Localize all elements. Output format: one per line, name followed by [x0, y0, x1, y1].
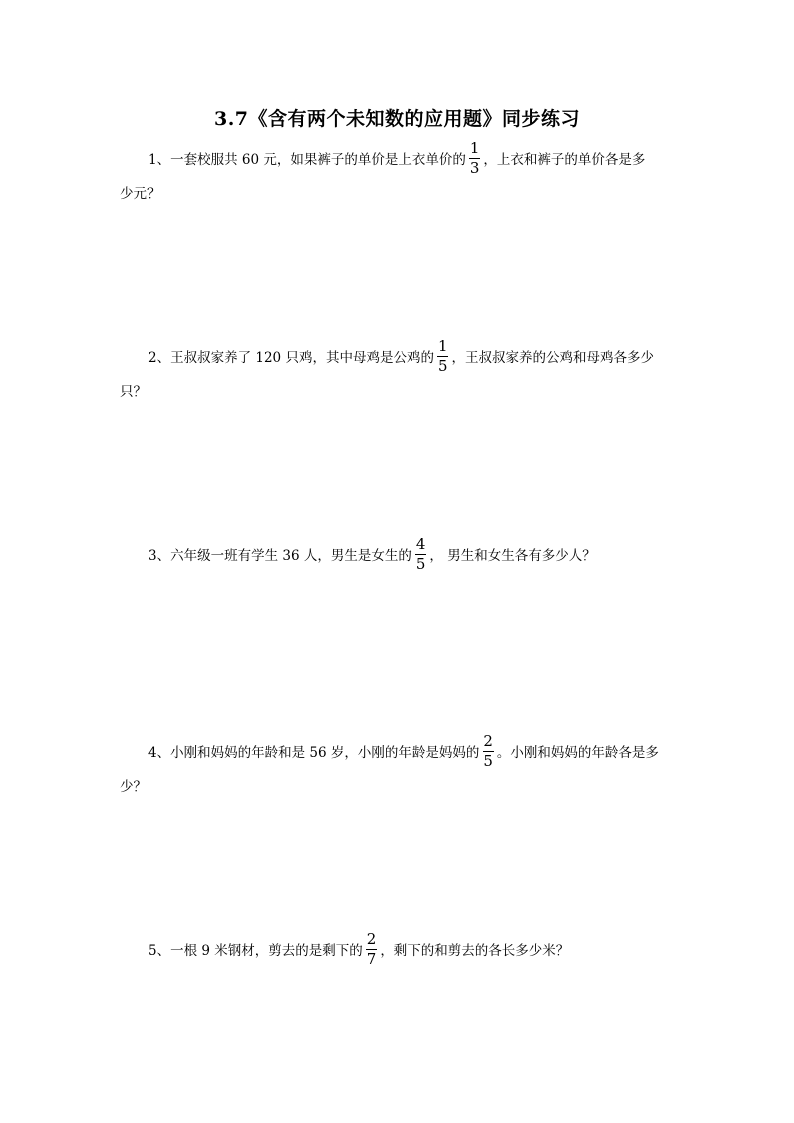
question-text: 2、王叔叔家养了 120 只鸡，其中母鸡是公鸡的 — [148, 350, 434, 366]
question-line — [148, 138, 680, 178]
question-2 — [120, 336, 680, 400]
fraction — [414, 534, 428, 573]
question-text: 。小刚和妈妈的年龄各是多 — [496, 745, 659, 761]
question-line — [148, 731, 680, 771]
page-title: 3.7《含有两个未知数的应用题》同步练习 — [213, 108, 581, 130]
fraction — [365, 929, 379, 968]
fraction-numerator: 1 — [469, 138, 480, 157]
question-continuation: 少元？ — [120, 186, 161, 202]
question-text: ，剩下的和剪去的各长多少米？ — [380, 943, 570, 959]
question-5 — [120, 929, 680, 969]
fraction-denominator: 7 — [366, 949, 377, 968]
fraction-numerator: 2 — [483, 731, 493, 750]
fraction — [481, 731, 495, 770]
fraction — [468, 138, 482, 177]
question-line — [148, 534, 680, 574]
question-4 — [120, 731, 680, 795]
fraction-numerator: 1 — [437, 336, 448, 355]
fraction-denominator: 3 — [469, 158, 480, 177]
question-text: ，王叔叔家养的公鸡和母鸡各多少 — [451, 350, 654, 366]
question-line — [148, 929, 680, 969]
question-text: 3、六年级一班有学生 36 人，男生是女生的 — [148, 548, 412, 564]
question-text: 4、小刚和妈妈的年龄和是 56 岁，小刚的年龄是妈妈的 — [148, 745, 480, 761]
question-continuation: 少？ — [120, 779, 147, 795]
fraction — [436, 336, 450, 375]
question-line — [148, 336, 680, 376]
fraction-numerator: 4 — [415, 534, 426, 553]
question-3 — [120, 534, 680, 574]
question-text: ， 男生和女生各有多少人？ — [429, 548, 596, 564]
question-text: 1、一套校服共 60 元，如果裤子的单价是上衣单价的 — [148, 152, 466, 168]
question-1 — [120, 138, 680, 202]
question-continuation: 只？ — [120, 384, 147, 400]
fraction-denominator: 5 — [483, 751, 493, 770]
question-text: ，上衣和裤子的单价各是多 — [483, 152, 646, 168]
fraction-denominator: 5 — [415, 554, 426, 573]
fraction-denominator: 5 — [437, 356, 448, 375]
fraction-numerator: 2 — [366, 929, 377, 948]
question-text: 5、一根 9 米钢材，剪去的是剩下的 — [148, 943, 363, 959]
